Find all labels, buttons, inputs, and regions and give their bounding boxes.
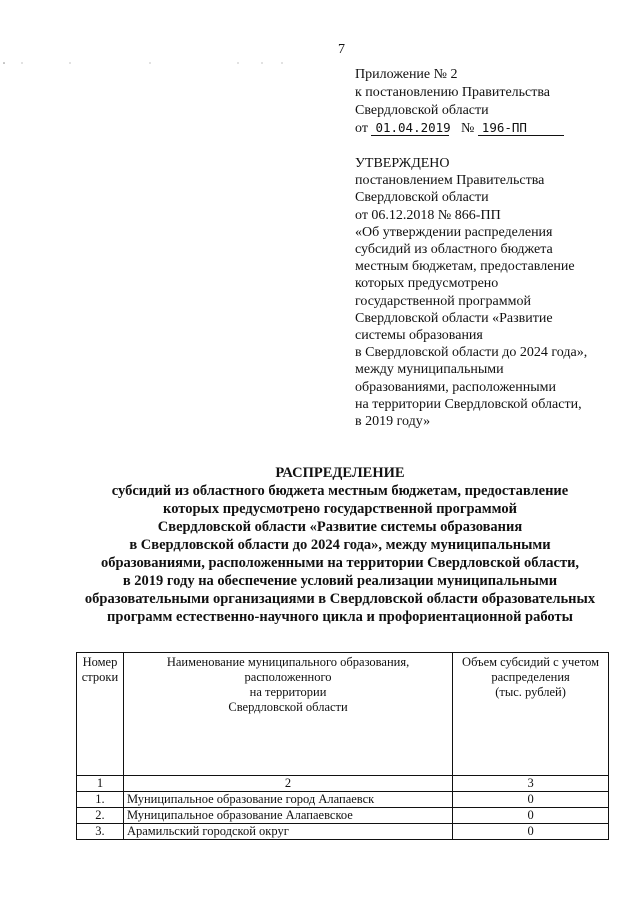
subsidy-value: 0 (453, 808, 609, 824)
row-number: 2. (77, 808, 124, 824)
header-text: распределения (491, 670, 570, 684)
header-text: Свердловской области (228, 700, 348, 714)
approved-block (355, 155, 625, 430)
distribution-line: образовательными организациями в Свердловской области образовательных (84, 591, 596, 607)
distribution-title (40, 464, 640, 626)
appendix-title: Приложение № 2 (355, 67, 458, 82)
approved-line: образованиями, расположенными (355, 379, 557, 395)
scan-artifact-dots (0, 60, 300, 70)
header-subsidy-volume (453, 653, 609, 776)
row-number: 1. (77, 792, 124, 808)
table-header-row (77, 653, 609, 776)
approved-line: в Свердловской области до 2024 года», (355, 345, 588, 361)
subsidy-table (76, 652, 609, 840)
approved-line: местным бюджетам, предоставление (355, 259, 575, 275)
municipality-name: Муниципальное образование город Алапаевск (123, 792, 452, 808)
from-label: от (355, 121, 368, 136)
header-text: строки (81, 670, 119, 684)
approved-line: на территории Свердловской области, (355, 396, 582, 412)
approved-heading: УТВЕРЖДЕНО (355, 156, 450, 171)
municipality-name: Арамильский городской округ (123, 824, 452, 840)
header-text: Объем субсидий с учетом (462, 655, 600, 669)
appendix-resolution-line: к постановлению Правительства (355, 85, 551, 100)
approved-line: от 06.12.2018 № 866-ПП (355, 207, 501, 223)
approved-line: Свердловской области «Развитие (355, 310, 553, 326)
column-index: 2 (123, 776, 452, 792)
approved-line: системы образования (355, 328, 483, 344)
approved-line: субсидий из областного бюджета (355, 242, 553, 258)
table-row (77, 808, 609, 824)
approved-line: в 2019 году» (355, 414, 431, 430)
subsidy-value: 0 (453, 824, 609, 840)
number-label: № (460, 121, 475, 136)
header-text: расположенного (244, 670, 332, 684)
approved-line: между муниципальными (355, 362, 504, 378)
header-text: Номер (82, 655, 118, 669)
header-text: на территории (249, 685, 327, 699)
distribution-line: образованиями, расположенными на территории Свердловской области, (100, 555, 580, 571)
approved-line: государственной программой (355, 293, 531, 309)
row-number: 3. (77, 824, 124, 840)
resolution-date: 01.04.2019 (371, 120, 449, 136)
approved-line: Свердловской области (355, 190, 489, 206)
appendix-header (355, 66, 564, 138)
distribution-line: в Свердловской области до 2024 года», между муниципальными (129, 537, 551, 553)
table-row (77, 824, 609, 840)
subsidy-value: 0 (453, 792, 609, 808)
header-municipality (123, 653, 452, 776)
approved-line: «Об утверждении распределения (355, 224, 553, 240)
municipality-name: Муниципальное образование Алапаевское (123, 808, 452, 824)
column-index-row (77, 776, 609, 792)
table-row (77, 792, 609, 808)
resolution-number: 196-ПП (478, 120, 564, 136)
distribution-line: которых предусмотрено государственной программой (163, 501, 517, 517)
approved-line: постановлением Правительства (355, 173, 545, 189)
distribution-line: субсидий из областного бюджета местным бюджетам, предоставление (111, 483, 569, 499)
header-text: (тыс. рублей) (495, 685, 566, 699)
header-text: Наименование муниципального образования, (166, 655, 410, 669)
column-index: 3 (453, 776, 609, 792)
distribution-line: Свердловской области «Развитие системы образования (157, 519, 523, 535)
column-index: 1 (77, 776, 124, 792)
approved-line: которых предусмотрено (355, 276, 499, 292)
distribution-heading: РАСПРЕДЕЛЕНИЕ (275, 465, 405, 481)
distribution-line: программ естественно-научного цикла и профориентационной работы (107, 609, 573, 625)
distribution-line: в 2019 году на обеспечение условий реализации муниципальными (122, 573, 558, 589)
appendix-date-line (355, 120, 564, 138)
appendix-region-line: Свердловской области (355, 103, 489, 118)
page-number: 7 (338, 42, 345, 57)
header-row-number (77, 653, 124, 776)
